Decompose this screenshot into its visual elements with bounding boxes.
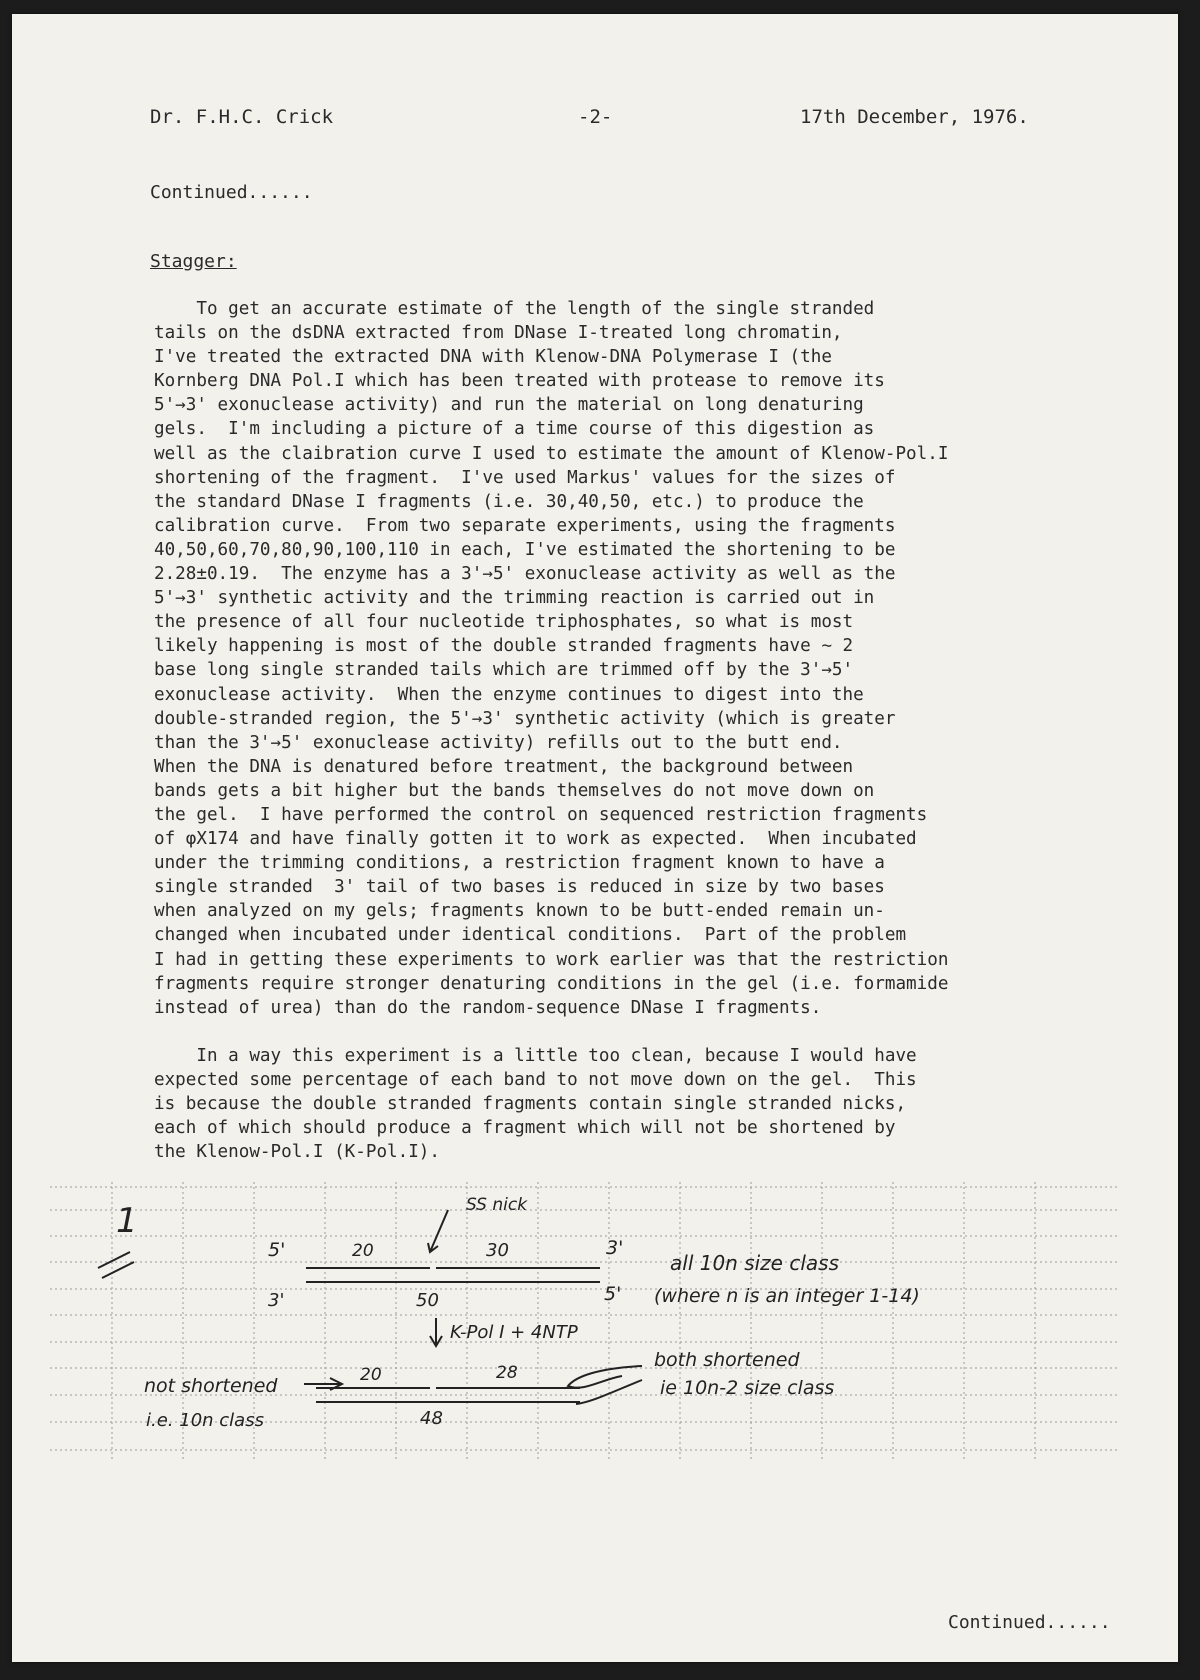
paragraph-1: To get an accurate estimate of the length of the single stranded tails on the dsDNA extracted from DNase I-treated long chromatin, I've treated the extracted DNA with Klenow-DNA Polymerase I (the Kornberg DNA Pol.I which has been treated with protease to remove its 5'→3' exonuclease activity) and run the material on long denaturing gels. I'm including a picture of a time course of this digestion as well as the claibration curve I used to estimate the amount of Klenow-Pol.I shortening of the fragment. I've used Markus' values for the sizes of the standard DNase I fragments (i.e. 30,40,50, etc.) to produce the calibration curve. From two separate experiments, using the fragments 40,50,60,70,80,90,100,110 in each, I've estimated the shortening to be 2.28±0.19. The enzyme has a 3'→5' exonuclease activity as well as the 5'→3' synthetic activity and the trimming reaction is carried out in the presence of all four nucleotide triphosphates, so what is most likely happening is most of the double stranded fragments have ∼ 2 base long single stranded tails which are trimmed off by the 3'→5' exonuclease activity. When the enzyme continues to digest into the double-stranded region, the 5'→3' synthetic activity (which is greater than the 3'→5' exonuclease activity) refills out to the butt end. When the DNA is denatured before treatment, the background between bands gets a bit higher but the bands themselves do not move down on the gel. I have performed the control on sequenced restriction fragments of φX174 and have finally gotten it to work as expected. When incubated under the trimming conditions, a restriction fragment known to have a single stranded 3' tail of two bases is reduced in size by two bases when analyzed on my gels; fragments known to be butt-ended remain un- changed when incubated under identical conditions. Part of the problem I had in getting these experiments to work earlier was that the restriction fragments require stronger denaturing conditions in the gel (i.e. formamide instead of urea) than do the random-sequence DNase I fragments. (154, 299, 949, 1018)
not-shortened-label: not shortened (144, 1375, 278, 1397)
seg-30-label: 30 (486, 1240, 509, 1261)
nick-arrow-icon (428, 1210, 448, 1252)
letter-date: 17th December, 1976. (800, 106, 1029, 128)
reaction-label: K-Pol I + 4NTP (450, 1322, 578, 1343)
continued-top: Continued...... (150, 182, 313, 203)
size-class-minus-2-label: ie 10n-2 size class (660, 1377, 835, 1399)
seg-20-result-label: 20 (360, 1365, 382, 1385)
top-3prime-label: 3' (606, 1237, 624, 1259)
both-shortened-arrow-icon (568, 1366, 642, 1404)
paragraph-2: In a way this experiment is a little too clean, because I would have expected some percentage of each band to not move down on the gel. This is because the double stranded fragments contain single stranded nicks, each of which should produce a fragment which will not be shortened by the Klenow-Pol.I (K-Pol.I). (154, 1045, 917, 1163)
total-50-label: 50 (416, 1290, 439, 1311)
addressee: Dr. F.H.C. Crick (150, 106, 334, 128)
seg-20-label: 20 (352, 1241, 374, 1261)
total-48-label: 48 (420, 1408, 443, 1429)
margin-slash-icon (98, 1252, 134, 1278)
size-class-note: all 10n size class (670, 1251, 839, 1275)
ss-nick-label: SS nick (466, 1195, 528, 1215)
page-number: -2- (578, 106, 613, 128)
bottom-3prime-label: 3' (268, 1290, 285, 1311)
both-shortened-label: both shortened (654, 1349, 800, 1371)
section-title: Stagger: (150, 251, 237, 272)
top-5prime-label: 5' (268, 1239, 286, 1261)
integer-note: (where n is an integer 1-14) (654, 1285, 920, 1307)
ten-n-class-label: i.e. 10n class (146, 1410, 264, 1431)
continued-bottom: Continued...... (948, 1612, 1111, 1633)
margin-mark: 1 (116, 1201, 138, 1241)
bottom-5prime-label: 5' (604, 1283, 622, 1305)
seg-28-label: 28 (496, 1363, 518, 1383)
